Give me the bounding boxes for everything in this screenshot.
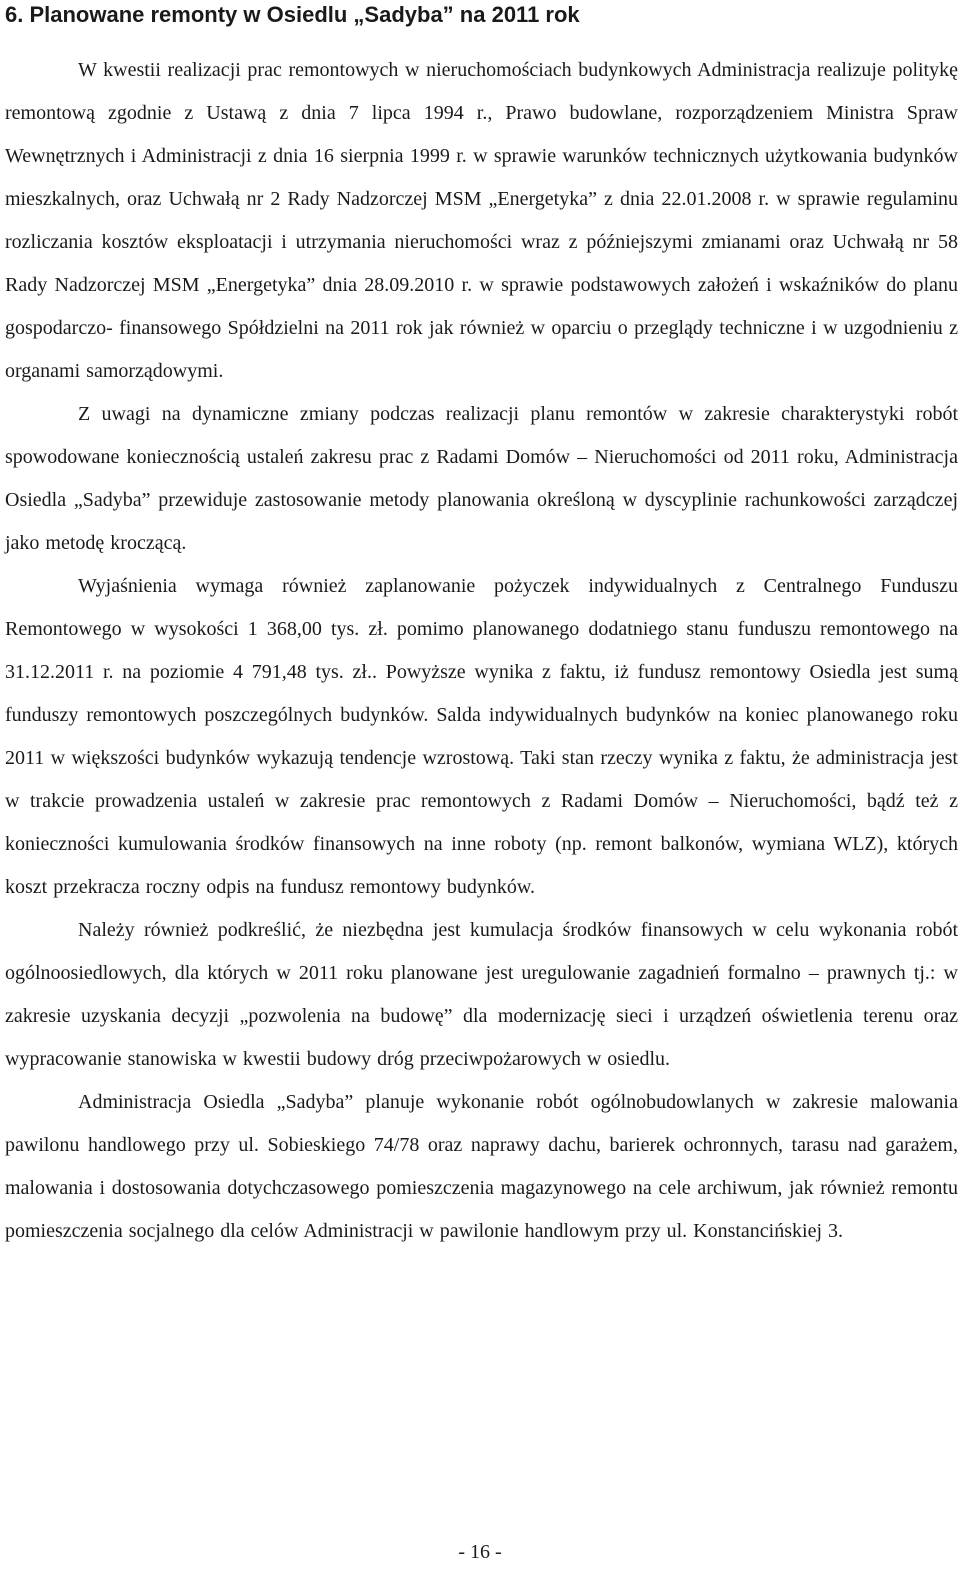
paragraph-fund-accumulation: Należy również podkreślić, że niezbędna jest kumulacja środków finansowych w celu wykonania robót ogólnoosiedlowych, dla których w 2011 roku planowane jest uregulowanie zagadnień formalno – prawnych tj.: w zakresie uzyskania decyzji „pozwolenia na budowę” dla modernizację sieci i urządzeń oświetlenia terenu oraz wypracowanie stanowiska w kwestii budowy dróg przeciwpożarowych w osiedlu. <box>5 919 958 1070</box>
paragraph-loans-explanation: Wyjaśnienia wymaga również zaplanowanie pożyczek indywidualnych z Centralnego Funduszu Remontowego w wysokości 1 368,00 tys. zł. pomimo planowanego dodatniego stanu funduszu remontowego na 31.12.2011 r. na poziomie 4 791,48 tys. zł.. Powyższe wynika z faktu, iż fundusz remontowy Osiedla jest sumą funduszy remontowych poszczególnych budynków. Salda indywidualnych budynków na koniec planowanego roku 2011 w większości budynków wykazują tendencje wzrostową. Taki stan rzeczy wynika z faktu, że administracja jest w trakcie prowadzenia ustaleń w zakresie prac remontowych z Radami Domów – Nieruchomości, bądź też z konieczności kumulowania środków finansowych na inne roboty (np. remont balkonów, wymiana WLZ), których koszt przekracza roczny odpis na fundusz remontowy budynków. <box>5 575 958 898</box>
body-text <box>5 49 958 1253</box>
paragraph-planning-method: Z uwagi na dynamiczne zmiany podczas realizacji planu remontów w zakresie charakterystyki robót spowodowane koniecznością ustaleń zakresu prac z Radami Domów – Nieruchomości od 2011 roku, Administracja Osiedla „Sadyba” przewiduje zastosowanie metody planowania określoną w dyscyplinie rachunkowości zarządczej jako metodę kroczącą. <box>5 403 958 554</box>
page-number: - 16 - <box>458 1541 502 1563</box>
paragraph-legal-basis: W kwestii realizacji prac remontowych w nieruchomościach budynkowych Administracja realizuje politykę remontową zgodnie z Ustawą z dnia 7 lipca 1994 r., Prawo budowlane, rozporządzeniem Ministra Spraw Wewnętrznych i Administracji z dnia 16 sierpnia 1999 r. w sprawie warunków technicznych użytkowania budynków mieszkalnych, oraz Uchwałą nr 2 Rady Nadzorczej MSM „Energetyka” z dnia 22.01.2008 r. w sprawie regulaminu rozliczania kosztów eksploatacji i utrzymania nieruchomości wraz z późniejszymi zmianami oraz Uchwałą nr 58 Rady Nadzorczej MSM „Energetyka” dnia 28.09.2010 r. w sprawie podstawowych założeń i wskaźników do planu gospodarczo- finansowego Spółdzielni na 2011 rok jak również w oparciu o przeglądy techniczne i w uzgodnieniu z organami samorządowymi. <box>5 59 958 382</box>
section-heading: 6. Planowane remonty w Osiedlu „Sadyba” na 2011 rok <box>5 2 580 27</box>
paragraph-planned-works: Administracja Osiedla „Sadyba” planuje wykonanie robót ogólnobudowlanych w zakresie malowania pawilonu handlowego przy ul. Sobieskiego 74/78 oraz naprawy dachu, barierek ochronnych, tarasu nad garażem, malowania i dostosowania dotychczasowego pomieszczenia magazynowego na cele archiwum, jak również remontu pomieszczenia socjalnego dla celów Administracji w pawilonie handlowym przy ul. Konstancińskiej 3. <box>5 1091 958 1242</box>
